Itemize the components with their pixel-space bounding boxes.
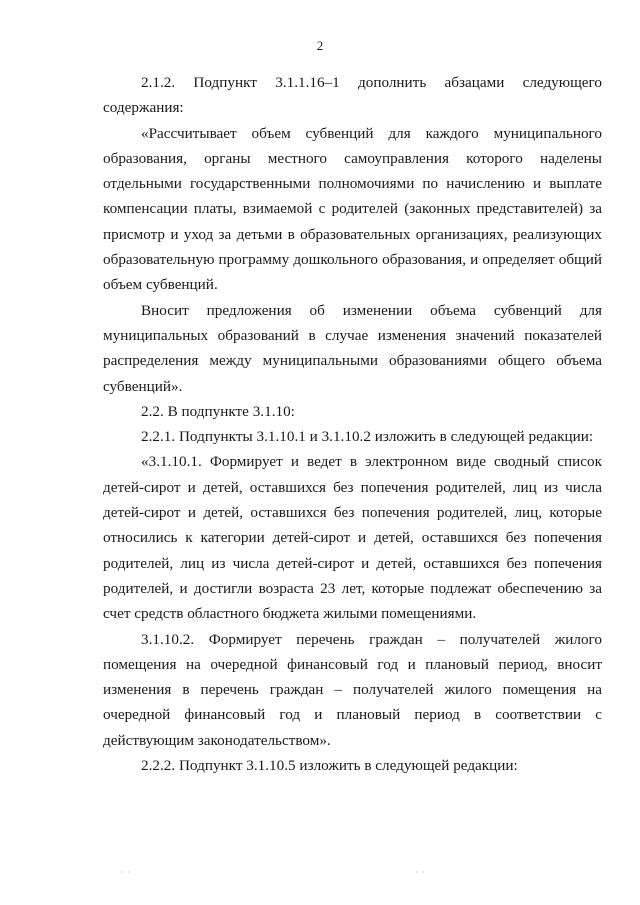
paragraph-subvention-calculation: «Рассчитывает объем субвенций для каждого муниципального образования, органы местного самоуправления которого наделены отдельными государственными полномочиями по начислению и выплате компенсации платы, взимаемой с родителей (законных представителей) за присмотр и уход за детьми в образовательных организациях, реализующих образовательную программу дошкольного образования, и определяет общий объем субвенций. — [103, 124, 602, 294]
page-number: 2 — [316, 38, 324, 53]
paragraph-3-1-10-1: «3.1.10.1. Формирует и ведет в электронном виде сводный список детей-сирот и детей, оставшихся без попечения родителей, лиц из числа детей-сирот и детей, оставшихся без попечения родителей, лиц, которые относились к категории детей-сирот и детей, оставшихся без попечения родителей, лиц из числа детей-сирот и детей, оставшихся без попечения родителей, и достигли возраста 23 лет, которые подлежат обеспечению за счет средств областного бюджета жилыми помещениями. — [103, 453, 602, 623]
paragraph-subvention-proposals: Вносит предложения об изменении объема субвенций для муниципальных образований в случае изменения значений показателей распределения между муниципальными образованиями общего объема субвенций». — [103, 301, 602, 395]
scan-artifact: · · — [415, 868, 426, 877]
paragraph-2-2-1: 2.2.1. Подпункты 3.1.10.1 и 3.1.10.2 изложить в следующей редакции: — [141, 428, 594, 446]
document-body — [103, 70, 602, 778]
paragraph-3-1-10-2: 3.1.10.2. Формирует перечень граждан – получателей жилого помещения на очередной финансовый год и плановый период, вносит изменения в перечень граждан – получателей жилого помещения на очередной финансовый год и плановый период в соответствии с действующим законодательством». — [103, 630, 602, 749]
paragraph-2-2: 2.2. В подпункте 3.1.10: — [141, 402, 295, 420]
scan-artifact: · · — [120, 868, 131, 877]
paragraph-2-1-2: 2.1.2. Подпункт 3.1.1.16–1 дополнить абзацами следующего содержания: — [103, 74, 602, 117]
paragraph-2-2-2: 2.2.2. Подпункт 3.1.10.5 изложить в следующей редакции: — [141, 757, 518, 775]
